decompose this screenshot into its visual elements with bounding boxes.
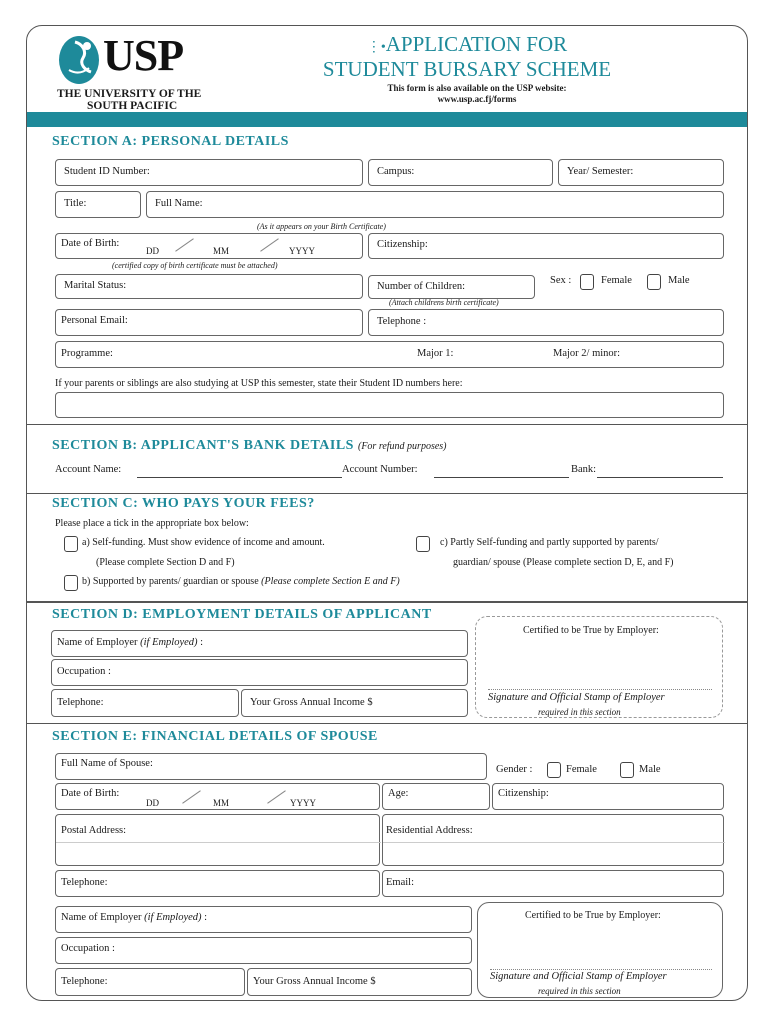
student-id-field[interactable]: Student ID Number: <box>55 159 363 186</box>
dob-note: (certified copy of birth certificate must be attached) <box>112 261 278 270</box>
gender-label: Gender : <box>496 764 533 775</box>
female-label: Female <box>601 275 632 286</box>
full-name-note: (As it appears on your Birth Certificate) <box>257 222 386 231</box>
account-number-input[interactable] <box>434 477 569 478</box>
applicant-employer-field[interactable]: Name of Employer (if Employed) : <box>51 630 468 657</box>
usp-logo <box>57 31 257 112</box>
spouse-age-field[interactable]: Age: <box>382 783 490 810</box>
year-semester-field[interactable]: Year/ Semester: <box>558 159 724 186</box>
header-band <box>27 112 747 127</box>
male-label: Male <box>668 275 690 286</box>
option-c-label: c) Partly Self-funding and partly supported by parents/ <box>440 537 659 548</box>
full-name-field[interactable]: Full Name: <box>146 191 724 218</box>
account-name-input[interactable] <box>137 477 342 478</box>
sex-male-checkbox[interactable] <box>647 274 661 290</box>
personal-email-field[interactable]: Personal Email: <box>55 309 363 336</box>
page-title <box>287 32 647 82</box>
programme-field[interactable]: Programme: Major 1: Major 2/ minor: <box>55 341 724 368</box>
spouse-employer-field[interactable]: Name of Employer (if Employed) : <box>55 906 472 933</box>
university-name-line1: THE UNIVERSITY OF THE <box>57 88 202 100</box>
section-b-title: SECTION B: APPLICANT'S BANK DETAILS (For refund purposes) <box>52 438 447 453</box>
campus-field[interactable]: Campus: <box>368 159 553 186</box>
divider <box>27 601 747 603</box>
sex-label: Sex : <box>550 275 572 286</box>
spouse-occupation-field[interactable]: Occupation : <box>55 937 472 964</box>
spouse-email-field[interactable]: Email: <box>382 870 724 897</box>
divider <box>27 493 747 494</box>
spouse-employer-telephone-field[interactable]: Telephone: <box>55 968 245 996</box>
option-b-checkbox[interactable] <box>64 575 78 591</box>
applicant-occupation-field[interactable]: Occupation : <box>51 659 468 686</box>
title-line1: ⋮•APPLICATION FOR <box>366 32 568 56</box>
gender-male-label: Male <box>639 764 661 775</box>
university-name-line2: SOUTH PACIFIC <box>87 100 178 112</box>
spouse-dob-field[interactable]: Date of Birth: DD MM YYYY <box>55 783 380 810</box>
account-name-label: Account Name: <box>55 464 122 475</box>
date-of-birth-field[interactable]: Date of Birth: DD MM YYYY <box>55 233 363 259</box>
section-e-title: SECTION E: FINANCIAL DETAILS OF SPOUSE <box>52 729 378 744</box>
spouse-telephone-field[interactable]: Telephone: <box>55 870 380 897</box>
marital-status-field[interactable]: Marital Status: <box>55 274 363 299</box>
spouse-income-field[interactable]: Your Gross Annual Income $ <box>247 968 472 996</box>
applicant-income-field[interactable]: Your Gross Annual Income $ <box>241 689 468 717</box>
number-of-children-field[interactable]: Number of Children: <box>368 275 535 299</box>
spouse-postal-address-field[interactable]: Postal Address: <box>55 814 380 866</box>
employer-certification-box-e[interactable]: Certified to be True by Employer: Signature and Official Stamp of Employer required in this section <box>477 902 723 998</box>
website-note: This form is also available on the USP website: <box>387 83 567 93</box>
title-line2: STUDENT BURSARY SCHEME <box>322 57 612 81</box>
website-url: www.usp.ac.fj/forms <box>437 94 517 104</box>
option-c-checkbox[interactable] <box>416 536 430 552</box>
option-a-note: (Please complete Section D and F) <box>96 557 235 568</box>
account-number-label: Account Number: <box>342 464 418 475</box>
usp-emblem-icon <box>57 34 107 86</box>
divider <box>27 424 747 425</box>
spouse-residential-address-field[interactable]: Residential Address: <box>382 814 724 866</box>
bank-input[interactable] <box>597 477 723 478</box>
section-c-instruction: Please place a tick in the appropriate box below: <box>55 518 249 529</box>
citizenship-field[interactable]: Citizenship: <box>368 233 724 259</box>
option-c-note: guardian/ spouse (Please complete section D, E, and F) <box>453 557 674 568</box>
employer-certification-box-d[interactable]: Certified to be True by Employer: Signature and Official Stamp of Employer required in this section <box>475 616 723 718</box>
bank-label: Bank: <box>571 464 597 475</box>
title-field[interactable]: Title: <box>55 191 141 218</box>
section-a-title: SECTION A: PERSONAL DETAILS <box>52 134 289 149</box>
siblings-note: If your parents or siblings are also studying at USP this semester, state their Student ID numbers here: <box>55 378 463 389</box>
section-c-title: SECTION C: WHO PAYS YOUR FEES? <box>52 496 315 511</box>
form-frame <box>26 25 748 1001</box>
divider <box>27 723 747 724</box>
logo-text: USP <box>103 31 184 80</box>
option-a-checkbox[interactable] <box>64 536 78 552</box>
telephone-field[interactable]: Telephone : <box>368 309 724 336</box>
children-note: (Attach childrens birth certificate) <box>389 298 499 307</box>
option-a-label: a) Self-funding. Must show evidence of income and amount. <box>82 537 325 548</box>
option-b-label: b) Supported by parents/ guardian or spouse (Please complete Section E and F) <box>82 576 400 587</box>
gender-male-checkbox[interactable] <box>620 762 634 778</box>
gender-female-label: Female <box>566 764 597 775</box>
bullet-icon: ⋮• <box>366 40 386 55</box>
spouse-citizenship-field[interactable]: Citizenship: <box>492 783 724 810</box>
sex-female-checkbox[interactable] <box>580 274 594 290</box>
spouse-name-field[interactable]: Full Name of Spouse: <box>55 753 487 780</box>
applicant-telephone-field[interactable]: Telephone: <box>51 689 239 717</box>
siblings-ids-field[interactable] <box>55 392 724 418</box>
gender-female-checkbox[interactable] <box>547 762 561 778</box>
section-d-title: SECTION D: EMPLOYMENT DETAILS OF APPLICANT <box>52 607 432 622</box>
